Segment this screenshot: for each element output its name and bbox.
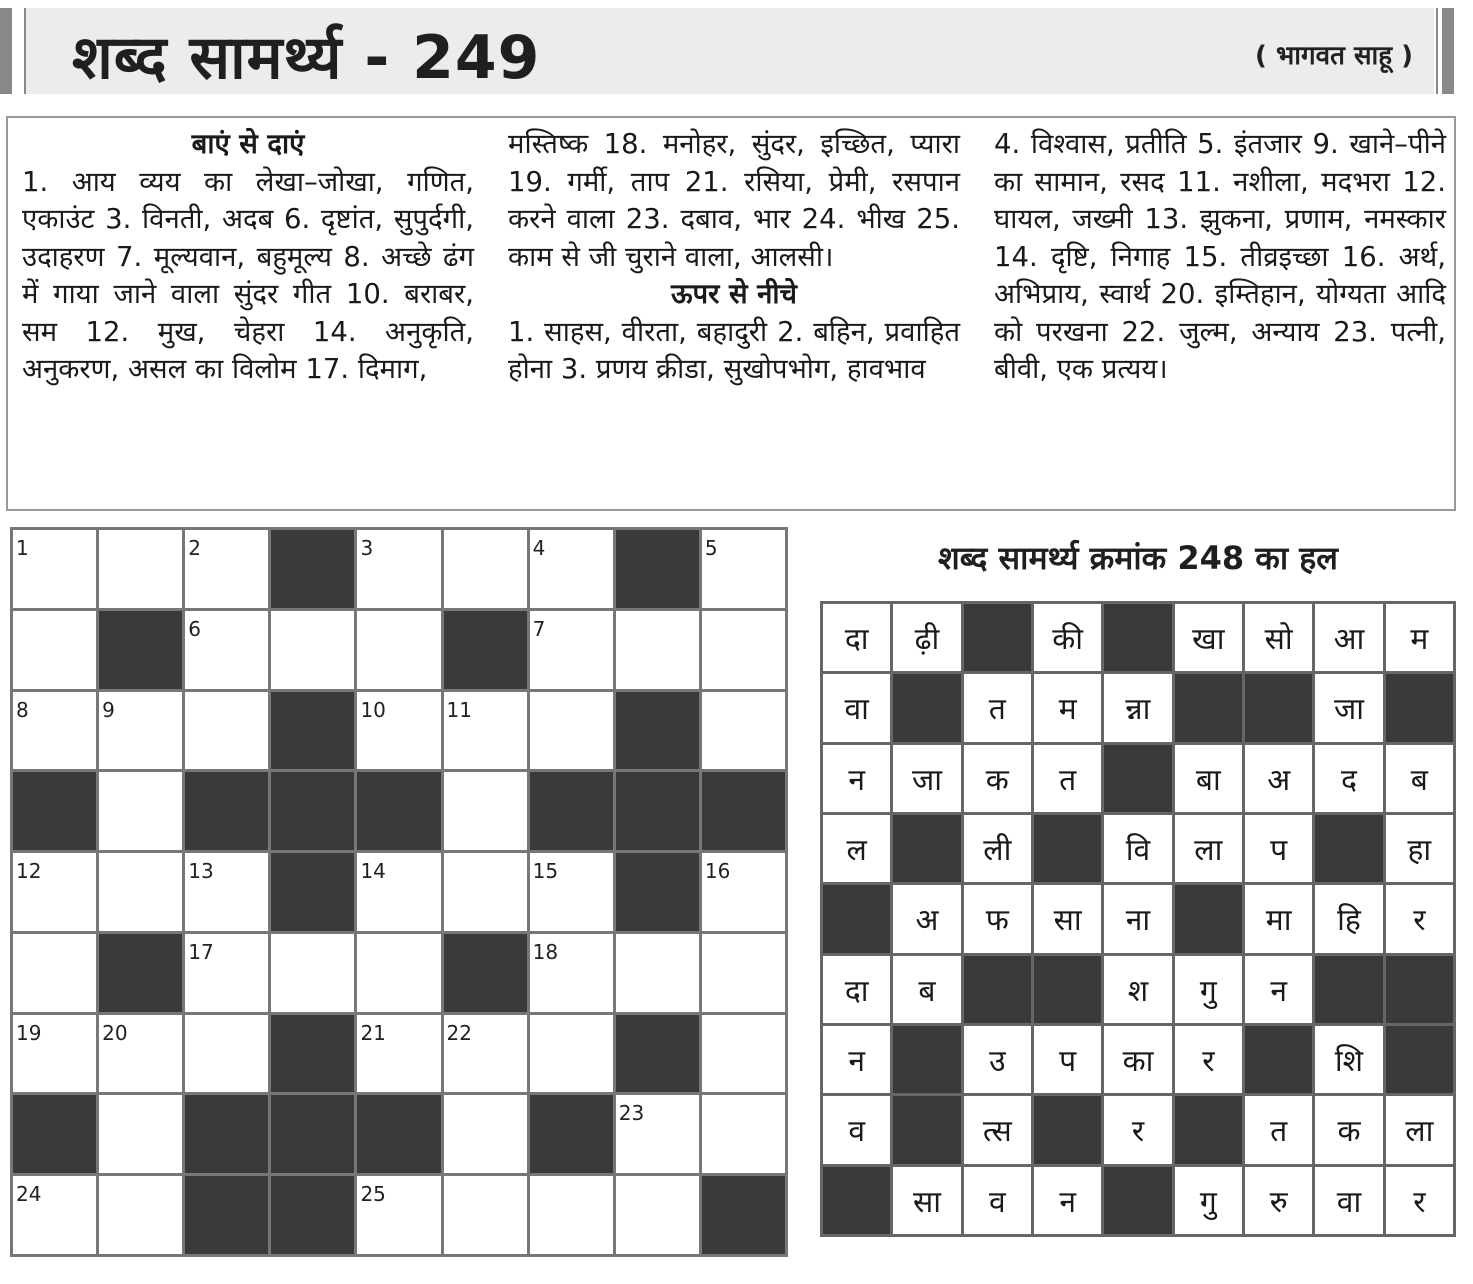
solution-block-cell (1245, 674, 1312, 741)
grid-block-cell (702, 1176, 785, 1254)
clue-number: 3 (360, 536, 374, 560)
grid-cell[interactable] (13, 853, 96, 931)
grid-cell[interactable] (530, 692, 613, 770)
grid-block-cell (271, 530, 354, 608)
page-header (0, 8, 1473, 94)
grid-cell[interactable] (99, 853, 182, 931)
grid-block-cell (185, 1176, 268, 1254)
clue-number: 12 (16, 859, 42, 884)
grid-cell[interactable] (616, 1095, 699, 1173)
solution-cell: सो (1245, 604, 1312, 671)
grid-block-cell (616, 853, 699, 931)
grid-cell[interactable] (444, 530, 527, 608)
solution-cell: गु (1175, 956, 1242, 1023)
solution-grid (820, 601, 1456, 1237)
grid-block-cell (13, 1095, 96, 1173)
across-heading: बाएं से दाएं (191, 128, 305, 160)
grid-cell[interactable] (616, 1176, 699, 1254)
grid-cell[interactable] (530, 1015, 613, 1093)
solution-block-cell (893, 1096, 960, 1163)
grid-cell[interactable] (13, 934, 96, 1012)
clue-number: 9 (102, 697, 115, 722)
grid-cell[interactable] (271, 934, 354, 1012)
clue-number: 25 (360, 1182, 386, 1207)
grid-cell[interactable] (357, 692, 440, 770)
grid-cell[interactable] (702, 530, 785, 608)
clue-number: 5 (704, 536, 718, 560)
down-clues-part-1: 1. साहस, वीरता, बहादुरी 2. बहिन, प्रवाहित होना 3. प्रणय क्रीडा, सुखोपभोग, हावभाव (508, 315, 960, 385)
solution-cell: न्ना (1104, 674, 1171, 741)
clue-number: 21 (360, 1020, 386, 1045)
clues-column-1 (22, 126, 474, 389)
grid-block-cell (530, 772, 613, 850)
clue-number: 2 (188, 536, 201, 560)
grid-cell[interactable] (702, 611, 785, 689)
solution-cell: वा (1315, 1167, 1382, 1234)
grid-block-cell (271, 1015, 354, 1093)
solution-block-cell (1175, 885, 1242, 952)
grid-cell[interactable] (530, 934, 613, 1012)
solution-cell: न (823, 1026, 890, 1093)
solution-block-cell (1034, 815, 1101, 882)
grid-cell[interactable] (702, 934, 785, 1012)
grid-cell[interactable] (530, 1176, 613, 1254)
grid-block-cell (271, 772, 354, 850)
grid-block-cell (616, 1015, 699, 1093)
solution-cell: सा (893, 1167, 960, 1234)
clue-number: 16 (704, 859, 731, 884)
grid-cell[interactable] (357, 1015, 440, 1093)
grid-cell[interactable] (444, 1176, 527, 1254)
grid-cell[interactable] (13, 530, 96, 608)
solution-block-cell (1386, 1026, 1453, 1093)
grid-block-cell (185, 772, 268, 850)
grid-block-cell (185, 1095, 268, 1173)
solution-cell: ब (893, 956, 960, 1023)
grid-cell[interactable] (13, 611, 96, 689)
grid-block-cell (444, 611, 527, 689)
grid-cell[interactable] (357, 1176, 440, 1254)
solution-cell: प (1245, 815, 1312, 882)
solution-cell: का (1104, 1026, 1171, 1093)
clues-column-2 (508, 126, 960, 389)
grid-cell[interactable] (444, 853, 527, 931)
grid-cell[interactable] (530, 853, 613, 931)
grid-cell[interactable] (702, 853, 785, 931)
clue-number: 15 (532, 859, 559, 884)
grid-cell[interactable] (616, 611, 699, 689)
solution-block-cell (1315, 815, 1382, 882)
solution-cell: दा (823, 604, 890, 671)
solution-cell: अ (893, 885, 960, 952)
clue-number: 7 (532, 616, 546, 641)
down-clues-part-2: 4. विश्वास, प्रतीति 5. इंतजार 9. खाने–पीने का सामान, रसद 11. नशीला, मदभरा 12. घायल, जख्मी 13. झुकना, प्रणाम, नमस्कार 14. दृष्टि, निगाह 15. तीव्रइच्छा 16. अर्थ, अभिप्राय, स्वार्थ 20. इम्तिहान, योग्यता आदि को परखना 22. जुल्म, अन्याय 23. पत्नी, बीवी, एक प्रत्यय। (994, 128, 1446, 385)
clue-number: 20 (102, 1020, 128, 1045)
grid-cell[interactable] (357, 934, 440, 1012)
solution-block-cell (964, 956, 1031, 1023)
solution-block-cell (1175, 1096, 1242, 1163)
solution-block-cell (1104, 604, 1171, 671)
solution-cell: र (1104, 1096, 1171, 1163)
solution-cell: म (1034, 674, 1101, 741)
solution-cell: क (1315, 1096, 1382, 1163)
clue-number: 18 (532, 939, 559, 964)
solution-cell: ब (1386, 745, 1453, 812)
solution-block-cell (893, 674, 960, 741)
solution-block-cell (1034, 1096, 1101, 1163)
grid-cell[interactable] (99, 692, 182, 770)
solution-block-cell (823, 1167, 890, 1234)
grid-block-cell (271, 1095, 354, 1173)
solution-block-cell (1175, 674, 1242, 741)
grid-cell[interactable] (99, 530, 182, 608)
solution-cell: ना (1104, 885, 1171, 952)
solution-block-cell (1104, 1167, 1171, 1234)
solution-cell: प (1034, 1026, 1101, 1093)
grid-cell[interactable] (185, 853, 268, 931)
solution-cell: की (1034, 604, 1101, 671)
solution-block-cell (1386, 956, 1453, 1023)
across-clues-part-1: 1. आय व्यय का लेखा–जोखा, गणित, एकाउंट 3. विनती, अदब 6. दृष्टांत, सुपुर्दगी, उदाहरण 7. मूल्यवान, बहुमूल्य 8. अच्छे ढंग में गाया जाने वाला सुंदर गीत 10. बराबर, सम 12. मुख, चेहरा 14. अनुकृति, अनुकरण, असल का विलोम 17. दिमाग, (22, 165, 474, 385)
clue-number: 19 (16, 1020, 42, 1045)
clue-number: 4 (532, 536, 546, 560)
solution-cell: व (964, 1167, 1031, 1234)
solution-cell: बा (1175, 745, 1242, 812)
solution-cell: जा (1315, 674, 1382, 741)
grid-block-cell (357, 772, 440, 850)
grid-cell[interactable] (444, 692, 527, 770)
grid-cell[interactable] (13, 1176, 96, 1254)
solution-cell: वा (823, 674, 890, 741)
author-byline: ( भागवत साहू ) (1255, 41, 1413, 71)
grid-cell[interactable] (357, 611, 440, 689)
clue-number: 14 (360, 859, 386, 884)
clue-number: 11 (446, 697, 472, 722)
solution-cell: रु (1245, 1167, 1312, 1234)
solution-cell: म (1386, 604, 1453, 671)
grid-block-cell (530, 1095, 613, 1173)
grid-cell[interactable] (444, 772, 527, 850)
solution-block-cell (823, 885, 890, 952)
grid-block-cell (702, 772, 785, 850)
header-right-bar (1442, 8, 1454, 94)
solution-block-cell (1245, 1026, 1312, 1093)
grid-block-cell (271, 853, 354, 931)
clue-number: 24 (16, 1182, 42, 1207)
clue-number: 1 (16, 536, 29, 560)
crossword-grid (10, 527, 788, 1257)
clue-number: 6 (188, 616, 201, 641)
grid-block-cell (271, 692, 354, 770)
grid-cell[interactable] (444, 1095, 527, 1173)
solution-cell: जा (893, 745, 960, 812)
grid-cell[interactable] (13, 1015, 96, 1093)
solution-cell: र (1175, 1026, 1242, 1093)
solution-cell: खा (1175, 604, 1242, 671)
solution-cell: न (1034, 1167, 1101, 1234)
solution-cell: ल (823, 815, 890, 882)
grid-cell[interactable] (530, 530, 613, 608)
grid-cell[interactable] (99, 1176, 182, 1254)
clue-number: 23 (618, 1101, 645, 1126)
grid-block-cell (357, 1095, 440, 1173)
grid-cell[interactable] (702, 1095, 785, 1173)
grid-cell[interactable] (185, 934, 268, 1012)
across-clues-part-2: मस्तिष्क 18. मनोहर, सुंदर, इच्छित, प्यारा 19. गर्मी, ताप 21. रसिया, प्रेमी, रसपान करने वाला 23. दबाव, भार 24. भीख 25. काम से जी चुराने वाला, आलसी। (508, 128, 960, 273)
solution-block-cell (893, 1026, 960, 1093)
grid-cell[interactable] (185, 611, 268, 689)
grid-block-cell (13, 772, 96, 850)
solution-cell: न (1245, 956, 1312, 1023)
solution-block-cell (964, 604, 1031, 671)
clue-number: 17 (188, 939, 214, 964)
solution-cell: फ (964, 885, 1031, 952)
solution-cell: ला (1175, 815, 1242, 882)
grid-block-cell (99, 611, 182, 689)
solution-cell: क (964, 745, 1031, 812)
grid-block-cell (616, 530, 699, 608)
solution-cell: ढ़ी (893, 604, 960, 671)
solution-block-cell (1386, 674, 1453, 741)
solution-cell: मा (1245, 885, 1312, 952)
grid-block-cell (99, 934, 182, 1012)
grid-cell[interactable] (99, 772, 182, 850)
header-left-bar (0, 8, 12, 94)
solution-cell: द (1315, 745, 1382, 812)
grid-block-cell (271, 1176, 354, 1254)
grid-cell[interactable] (357, 530, 440, 608)
solution-cell: त (1034, 745, 1101, 812)
clue-number: 13 (188, 859, 214, 884)
solution-cell: न (823, 745, 890, 812)
grid-cell[interactable] (185, 692, 268, 770)
down-heading: ऊपर से नीचे (670, 278, 798, 310)
solution-cell: आ (1315, 604, 1382, 671)
grid-block-cell (616, 692, 699, 770)
clue-number: 10 (360, 697, 386, 722)
grid-cell[interactable] (702, 692, 785, 770)
solution-block-cell (1104, 745, 1171, 812)
grid-cell[interactable] (99, 1015, 182, 1093)
grid-cell[interactable] (271, 611, 354, 689)
solution-cell: श (1104, 956, 1171, 1023)
solution-block-cell (1315, 956, 1382, 1023)
grid-cell[interactable] (357, 853, 440, 931)
solution-cell: दा (823, 956, 890, 1023)
clue-number: 8 (16, 697, 29, 722)
grid-cell[interactable] (13, 692, 96, 770)
grid-block-cell (616, 772, 699, 850)
solution-cell: र (1386, 885, 1453, 952)
solution-cell: गु (1175, 1167, 1242, 1234)
solution-cell: व (823, 1096, 890, 1163)
solution-cell: वि (1104, 815, 1171, 882)
solution-cell: र (1386, 1167, 1453, 1234)
solution-cell: त्स (964, 1096, 1031, 1163)
clue-number: 22 (446, 1020, 472, 1045)
grid-cell[interactable] (185, 1015, 268, 1093)
solution-cell: उ (964, 1026, 1031, 1093)
solution-cell: ला (1386, 1096, 1453, 1163)
grid-block-cell (444, 934, 527, 1012)
solution-cell: हि (1315, 885, 1382, 952)
grid-cell[interactable] (99, 1095, 182, 1173)
page-title: शब्द सामर्थ्य - 249 (72, 23, 541, 93)
solution-cell: ली (964, 815, 1031, 882)
clues-column-3 (994, 126, 1446, 389)
solution-block-cell (893, 815, 960, 882)
header-right-rule (1436, 8, 1438, 94)
clues-box (6, 116, 1456, 511)
solution-cell: शि (1315, 1026, 1382, 1093)
solution-cell: सा (1034, 885, 1101, 952)
solution-cell: त (964, 674, 1031, 741)
grid-cell[interactable] (530, 611, 613, 689)
solution-title: शब्द सामर्थ्य क्रमांक 248 का हल (937, 539, 1338, 577)
grid-cell[interactable] (444, 1015, 527, 1093)
solution-cell: त (1245, 1096, 1312, 1163)
solution-cell: अ (1245, 745, 1312, 812)
grid-cell[interactable] (702, 1015, 785, 1093)
solution-block-cell (1034, 956, 1101, 1023)
grid-cell[interactable] (185, 530, 268, 608)
grid-cell[interactable] (616, 934, 699, 1012)
solution-cell: हा (1386, 815, 1453, 882)
